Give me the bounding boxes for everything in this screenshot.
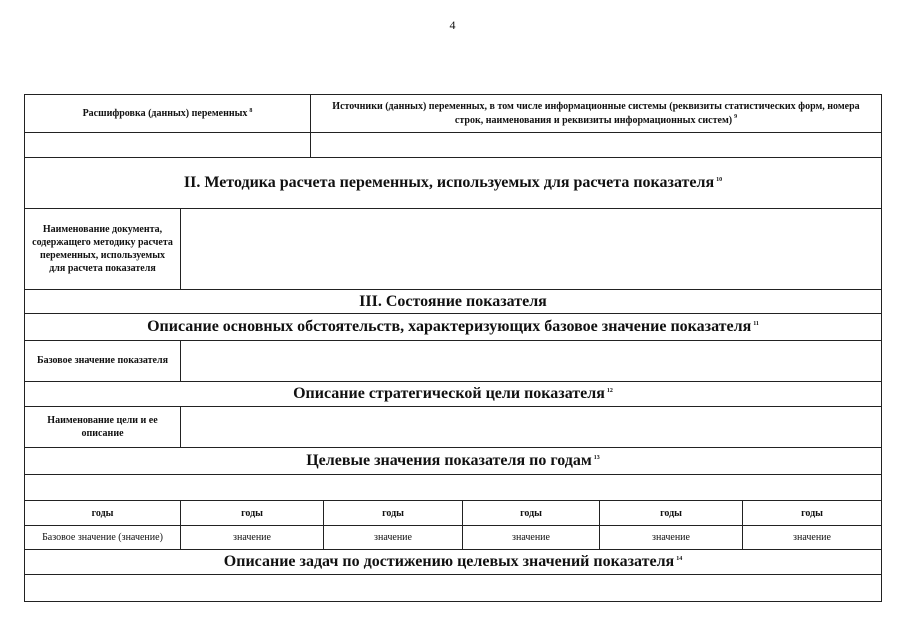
footnote-8: 8 (249, 107, 253, 114)
footnote-14: 14 (676, 555, 683, 562)
tasks-title: Описание задач по достижению целевых значений показателя (223, 553, 675, 570)
section-2-title: II. Методика расчета переменных, используемых для расчета показателя (183, 174, 715, 191)
sources-header-row (25, 95, 881, 133)
method-document-row (25, 209, 881, 290)
footnote-13: 13 (593, 454, 600, 461)
strategic-goal-title: Описание стратегической цели показателя (293, 385, 605, 402)
strategic-goal-title-row (25, 382, 881, 407)
method-document-value[interactable] (180, 209, 881, 289)
section-3-title: III. Состояние показателя (359, 292, 547, 310)
variables-sources-input[interactable] (310, 133, 881, 157)
footnote-9: 9 (734, 114, 738, 121)
target-value-cell[interactable]: значение (599, 526, 742, 549)
goal-name-row (25, 407, 881, 448)
years-header-row (25, 501, 881, 526)
variables-sources-header (310, 95, 881, 132)
section-3-title-row (25, 290, 881, 314)
sources-entry-row (25, 133, 881, 158)
years-header-cell: годы (742, 501, 881, 525)
targets-blank-row (25, 475, 881, 501)
variables-breakdown-input[interactable] (25, 133, 310, 157)
base-circumstances-title-row (25, 314, 881, 341)
goal-name-label: Наименование цели и ее описание (47, 415, 158, 439)
indicator-form-table (24, 94, 882, 602)
tasks-input[interactable] (25, 575, 881, 601)
tasks-title-row (25, 550, 881, 575)
base-value-row (25, 341, 881, 382)
variables-breakdown-header-text: Расшифровка (данных) переменных (82, 108, 248, 119)
target-value-cell[interactable]: значение (742, 526, 881, 549)
footnote-10: 10 (716, 176, 723, 183)
years-header-cell: годы (462, 501, 599, 525)
base-value-cell[interactable]: Базовое значение (значение) (42, 532, 163, 543)
base-value-input[interactable] (180, 341, 881, 381)
base-circumstances-title: Описание основных обстоятельств, характеризующих базовое значение показателя (147, 318, 752, 335)
footnote-11: 11 (753, 320, 759, 327)
footnote-12: 12 (606, 387, 613, 394)
section-2-title-row (25, 158, 881, 209)
years-header-cell: годы (180, 501, 323, 525)
target-value-cell[interactable]: значение (323, 526, 462, 549)
page-number: 4 (449, 18, 456, 32)
targets-title-row (25, 448, 881, 475)
target-value-cell[interactable]: значение (180, 526, 323, 549)
targets-title: Целевые значения показателя по годам (306, 452, 592, 469)
years-header-cell: годы (599, 501, 742, 525)
goal-name-input[interactable] (180, 407, 881, 447)
variables-breakdown-header (25, 95, 310, 132)
years-header-cell: годы (323, 501, 462, 525)
years-header-cell: годы (91, 507, 114, 519)
method-document-label: Наименование документа, содержащего методику расчета переменных, используемых для расчета показателя (32, 224, 173, 274)
target-value-cell[interactable]: значение (462, 526, 599, 549)
tasks-input-row (25, 575, 881, 601)
base-value-label: Базовое значение показателя (36, 355, 168, 366)
values-row (25, 526, 881, 550)
variables-sources-header-text: Источники (данных) переменных, в том числе информационные системы (реквизиты статистических форм, номера строк, наименования и реквизиты информационных систем) (332, 100, 860, 126)
